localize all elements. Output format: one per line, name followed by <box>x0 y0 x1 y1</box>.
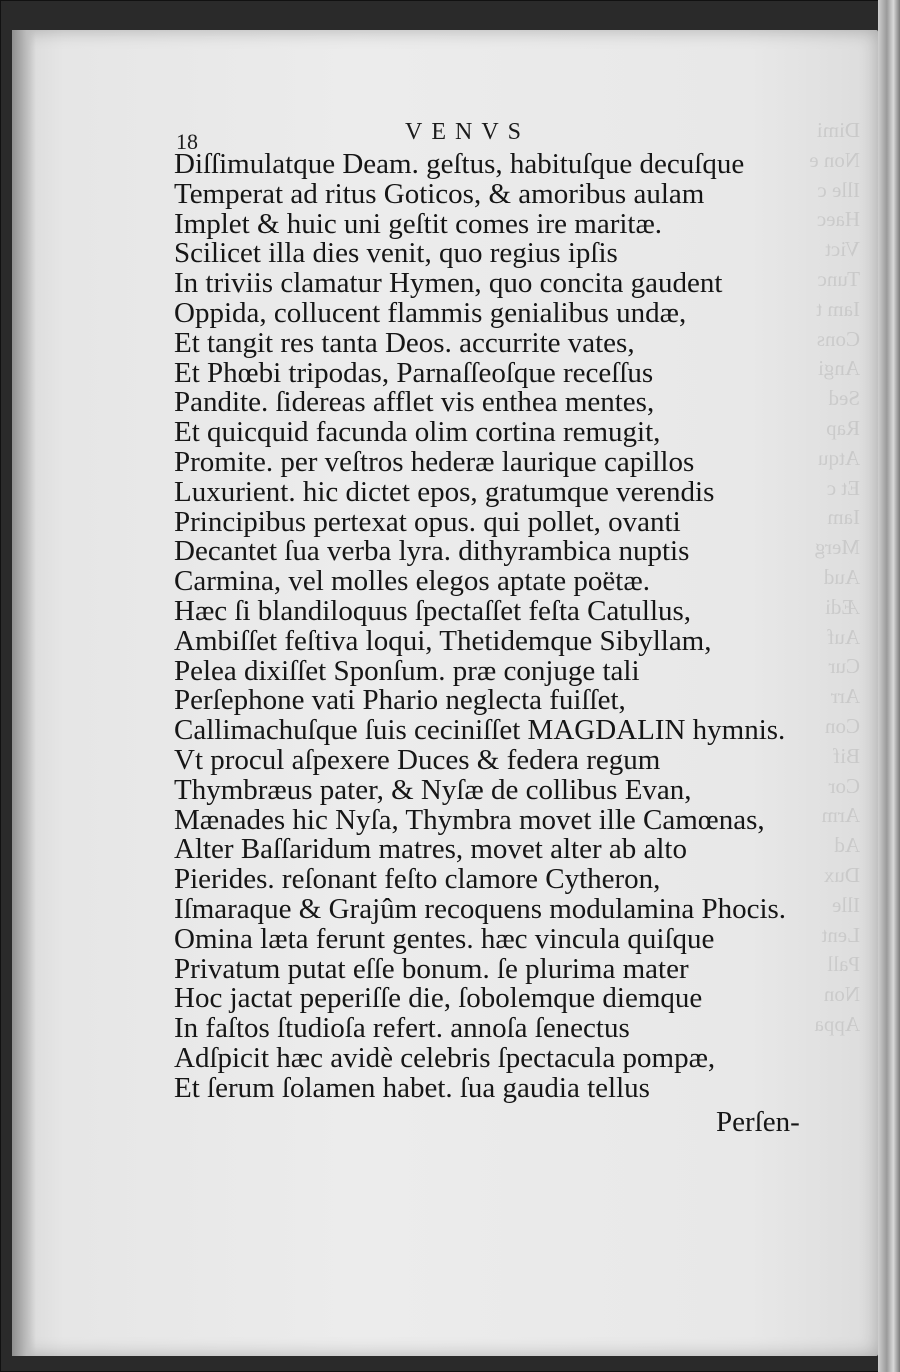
verse-line: Alter Baſſaridum matres, movet alter ab alto <box>174 833 687 866</box>
verse-line: Carmina, vel molles elegos aptate poëtæ. <box>174 565 650 598</box>
verse-line: Promite. per veſtros hederæ laurique capillos <box>174 446 695 478</box>
verse-line: Privatum putat eſſe bonum. ſe plurima mater <box>174 952 689 985</box>
verse-line: Hæc ſi blandiloquus ſpectaſſet feſta Catullus, <box>174 595 692 627</box>
verse-line: Ambiſſet feſtiva loqui, Thetidemque Sibyllam, <box>174 624 712 657</box>
verse-line: Diſſimulatque Deam. geſtus, habituſque decuſque <box>174 148 745 180</box>
verse-line: Decantet ſua verba lyra. dithyrambica nuptis <box>174 535 690 568</box>
verse-body <box>0 149 900 1119</box>
verse-line: Et Phœbi tripodas, Parnaſſeoſque receſſus <box>174 356 654 389</box>
verse-line: Principibus pertexat opus. qui pollet, ovanti <box>174 505 681 538</box>
verse-line: Vt procul aſpexere Duces & federa regum <box>174 744 661 776</box>
page-number: 18 <box>176 129 198 154</box>
verse-line: Scilicet illa dies venit, quo regius ipſis <box>174 237 618 270</box>
verse-line: Pierides. reſonant feſto clamore Cytheron, <box>174 863 661 896</box>
verse-line: Implet & huic uni geſtit comes ire maritæ. <box>174 207 663 240</box>
verse-line: Thymbræus pater, & Nyſæ de collibus Evan, <box>174 773 692 806</box>
verse-line: Oppida, collucent flammis genialibus undæ, <box>174 297 687 329</box>
verse-line: Temperat ad ritus Goticos, & amoribus aulam <box>174 177 705 210</box>
verse-line: Luxurient. hic dictet epos, gratumque verendis <box>174 475 715 508</box>
verse-line: In triviis clamatur Hymen, quo concita gaudent <box>174 267 723 300</box>
running-title: VENVS <box>405 119 531 145</box>
verse-line: Et ſerum ſolamen habet. ſua gaudia tellus <box>174 1071 650 1104</box>
verse-line: Perſephone vati Phario neglecta fuiſſet, <box>174 684 626 717</box>
verse-line: In faſtos ſtudioſa refert. annoſa ſenectus <box>174 1012 630 1045</box>
verse-line: Et quicquid facunda olim cortina remugit, <box>174 416 661 449</box>
verse-line: Et tangit res tanta Deos. accurrite vates, <box>174 326 635 359</box>
catchword: Perſen- <box>716 1106 800 1138</box>
verse-line: Hoc jactat peperiſſe die, ſobolemque diemque <box>174 982 703 1015</box>
verse-line: Pelea dixiſſet Sponſum. præ conjuge tali <box>174 654 640 687</box>
verse-line: Callimachuſque ſuis ceciniſſet MAGDALIN hymnis. <box>174 714 786 747</box>
verse-line: Iſmaraque & Grajûm recoquens modulamina Phocis. <box>174 893 787 925</box>
verse-line: Adſpicit hæc avidè celebris ſpectacula pompæ, <box>174 1042 716 1074</box>
verse-line: Omina læta ferunt gentes. hæc vincula quiſque <box>174 922 715 955</box>
verse-line: Pandite. ſidereas afflet vis enthea mentes, <box>174 386 655 419</box>
verse-line: Mænades hic Nyſa, Thymbra movet ille Camœnas, <box>174 803 765 836</box>
